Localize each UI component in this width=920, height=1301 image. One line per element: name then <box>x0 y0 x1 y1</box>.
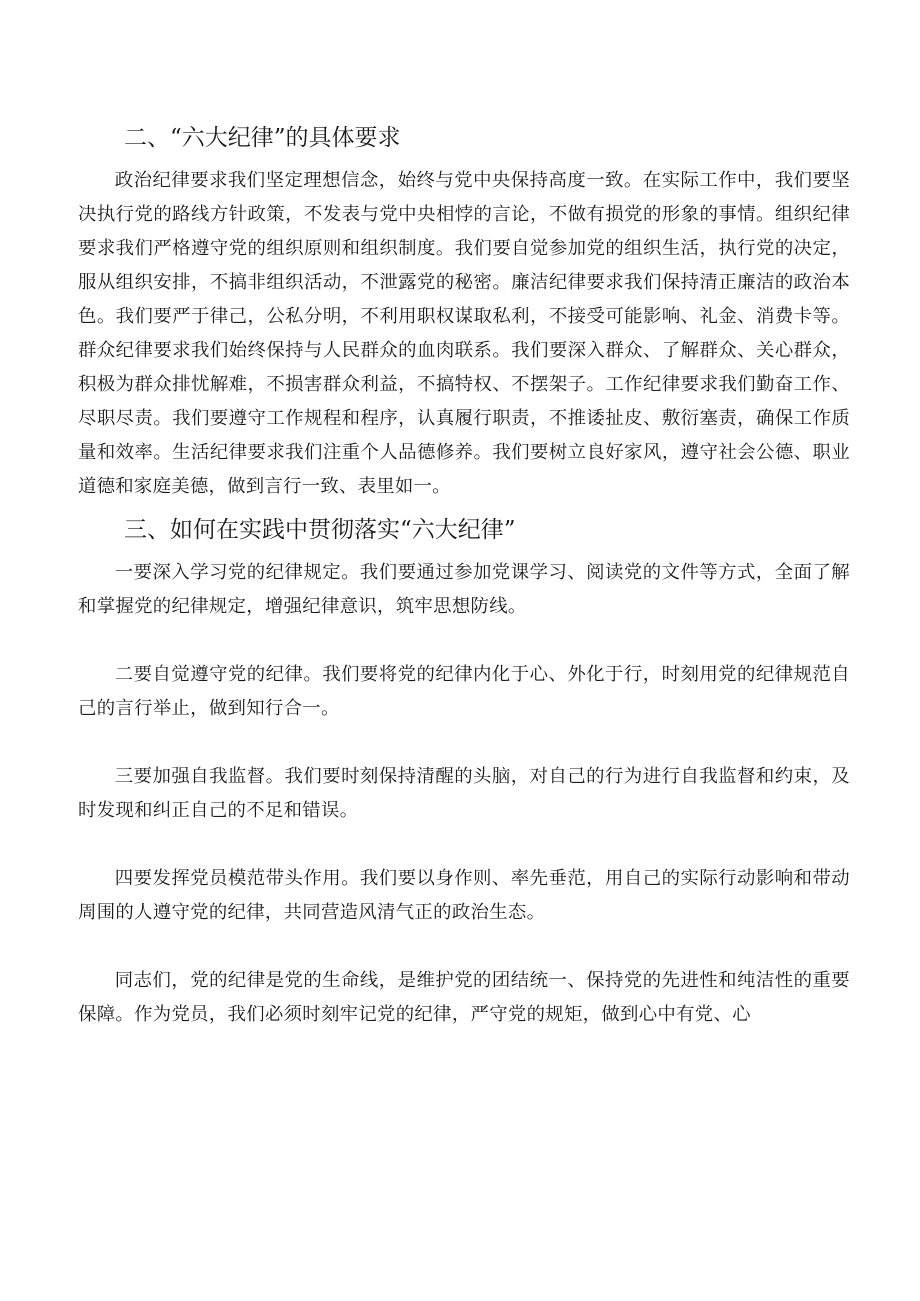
paragraph-item-two: 二要自觉遵守党的纪律。我们要将党的纪律内化于心、外化于行，时刻用党的纪律规范自己的言行举止，做到知行合一。 <box>78 664 850 719</box>
paragraph-item-three: 三要加强自我监督。我们要时刻保持清醒的头脑，对自己的行为进行自我监督和约束，及时发现和纠正自己的不足和错误。 <box>78 766 850 821</box>
section-heading-two: 二、“六大纪律”的具体要求 <box>124 125 401 151</box>
paragraph-item-one: 一要深入学习党的纪律规定。我们要通过参加党课学习、阅读党的文件等方式，全面了解和掌握党的纪律规定，增强纪律意识，筑牢思想防线。 <box>78 562 850 617</box>
paragraph-item-four: 四要发挥党员模范带头作用。我们要以身作则、率先垂范，用自己的实际行动影响和带动周围的人遵守党的纪律，共同营造风清气正的政治生态。 <box>78 868 850 923</box>
section-heading-three: 三、如何在实践中贯彻落实“六大纪律” <box>124 517 516 543</box>
paragraph-closing: 同志们，党的纪律是党的生命线，是维护党的团结统一、保持党的先进性和纯洁性的重要保障。作为党员，我们必须时刻牢记党的纪律，严守党的规矩，做到心中有党、心 <box>78 970 850 1025</box>
document-body <box>78 112 850 1032</box>
paragraph-six-disciplines-requirements: 政治纪律要求我们坚定理想信念，始终与党中央保持高度一致。在实际工作中，我们要坚决执行党的路线方针政策，不发表与党中央相悖的言论，不做有损党的形象的事情。组织纪律要求我们严格遵守党的组织原则和组织制度。我们要自觉参加党的组织生活，执行党的决定，服从组织安排，不搞非组织活动，不泄露党的秘密。廉洁纪律要求我们保持清正廉洁的政治本色。我们要严于律己，公私分明，不利用职权谋取私利，不接受可能影响、礼金、消费卡等。群众纪律要求我们始终保持与人民群众的血肉联系。我们要深入群众、了解群众、关心群众，积极为群众排忧解难，不损害群众利益，不搞特权、不摆架子。工作纪律要求我们勤奋工作、尽职尽责。我们要遵守工作规程和程序，认真履行职责，不推诿扯皮、敷衍塞责，确保工作质量和效率。生活纪律要求我们注重个人品德修养。我们要树立良好家风，遵守社会公德、职业道德和家庭美德，做到言行一致、表里如一。 <box>78 170 850 497</box>
